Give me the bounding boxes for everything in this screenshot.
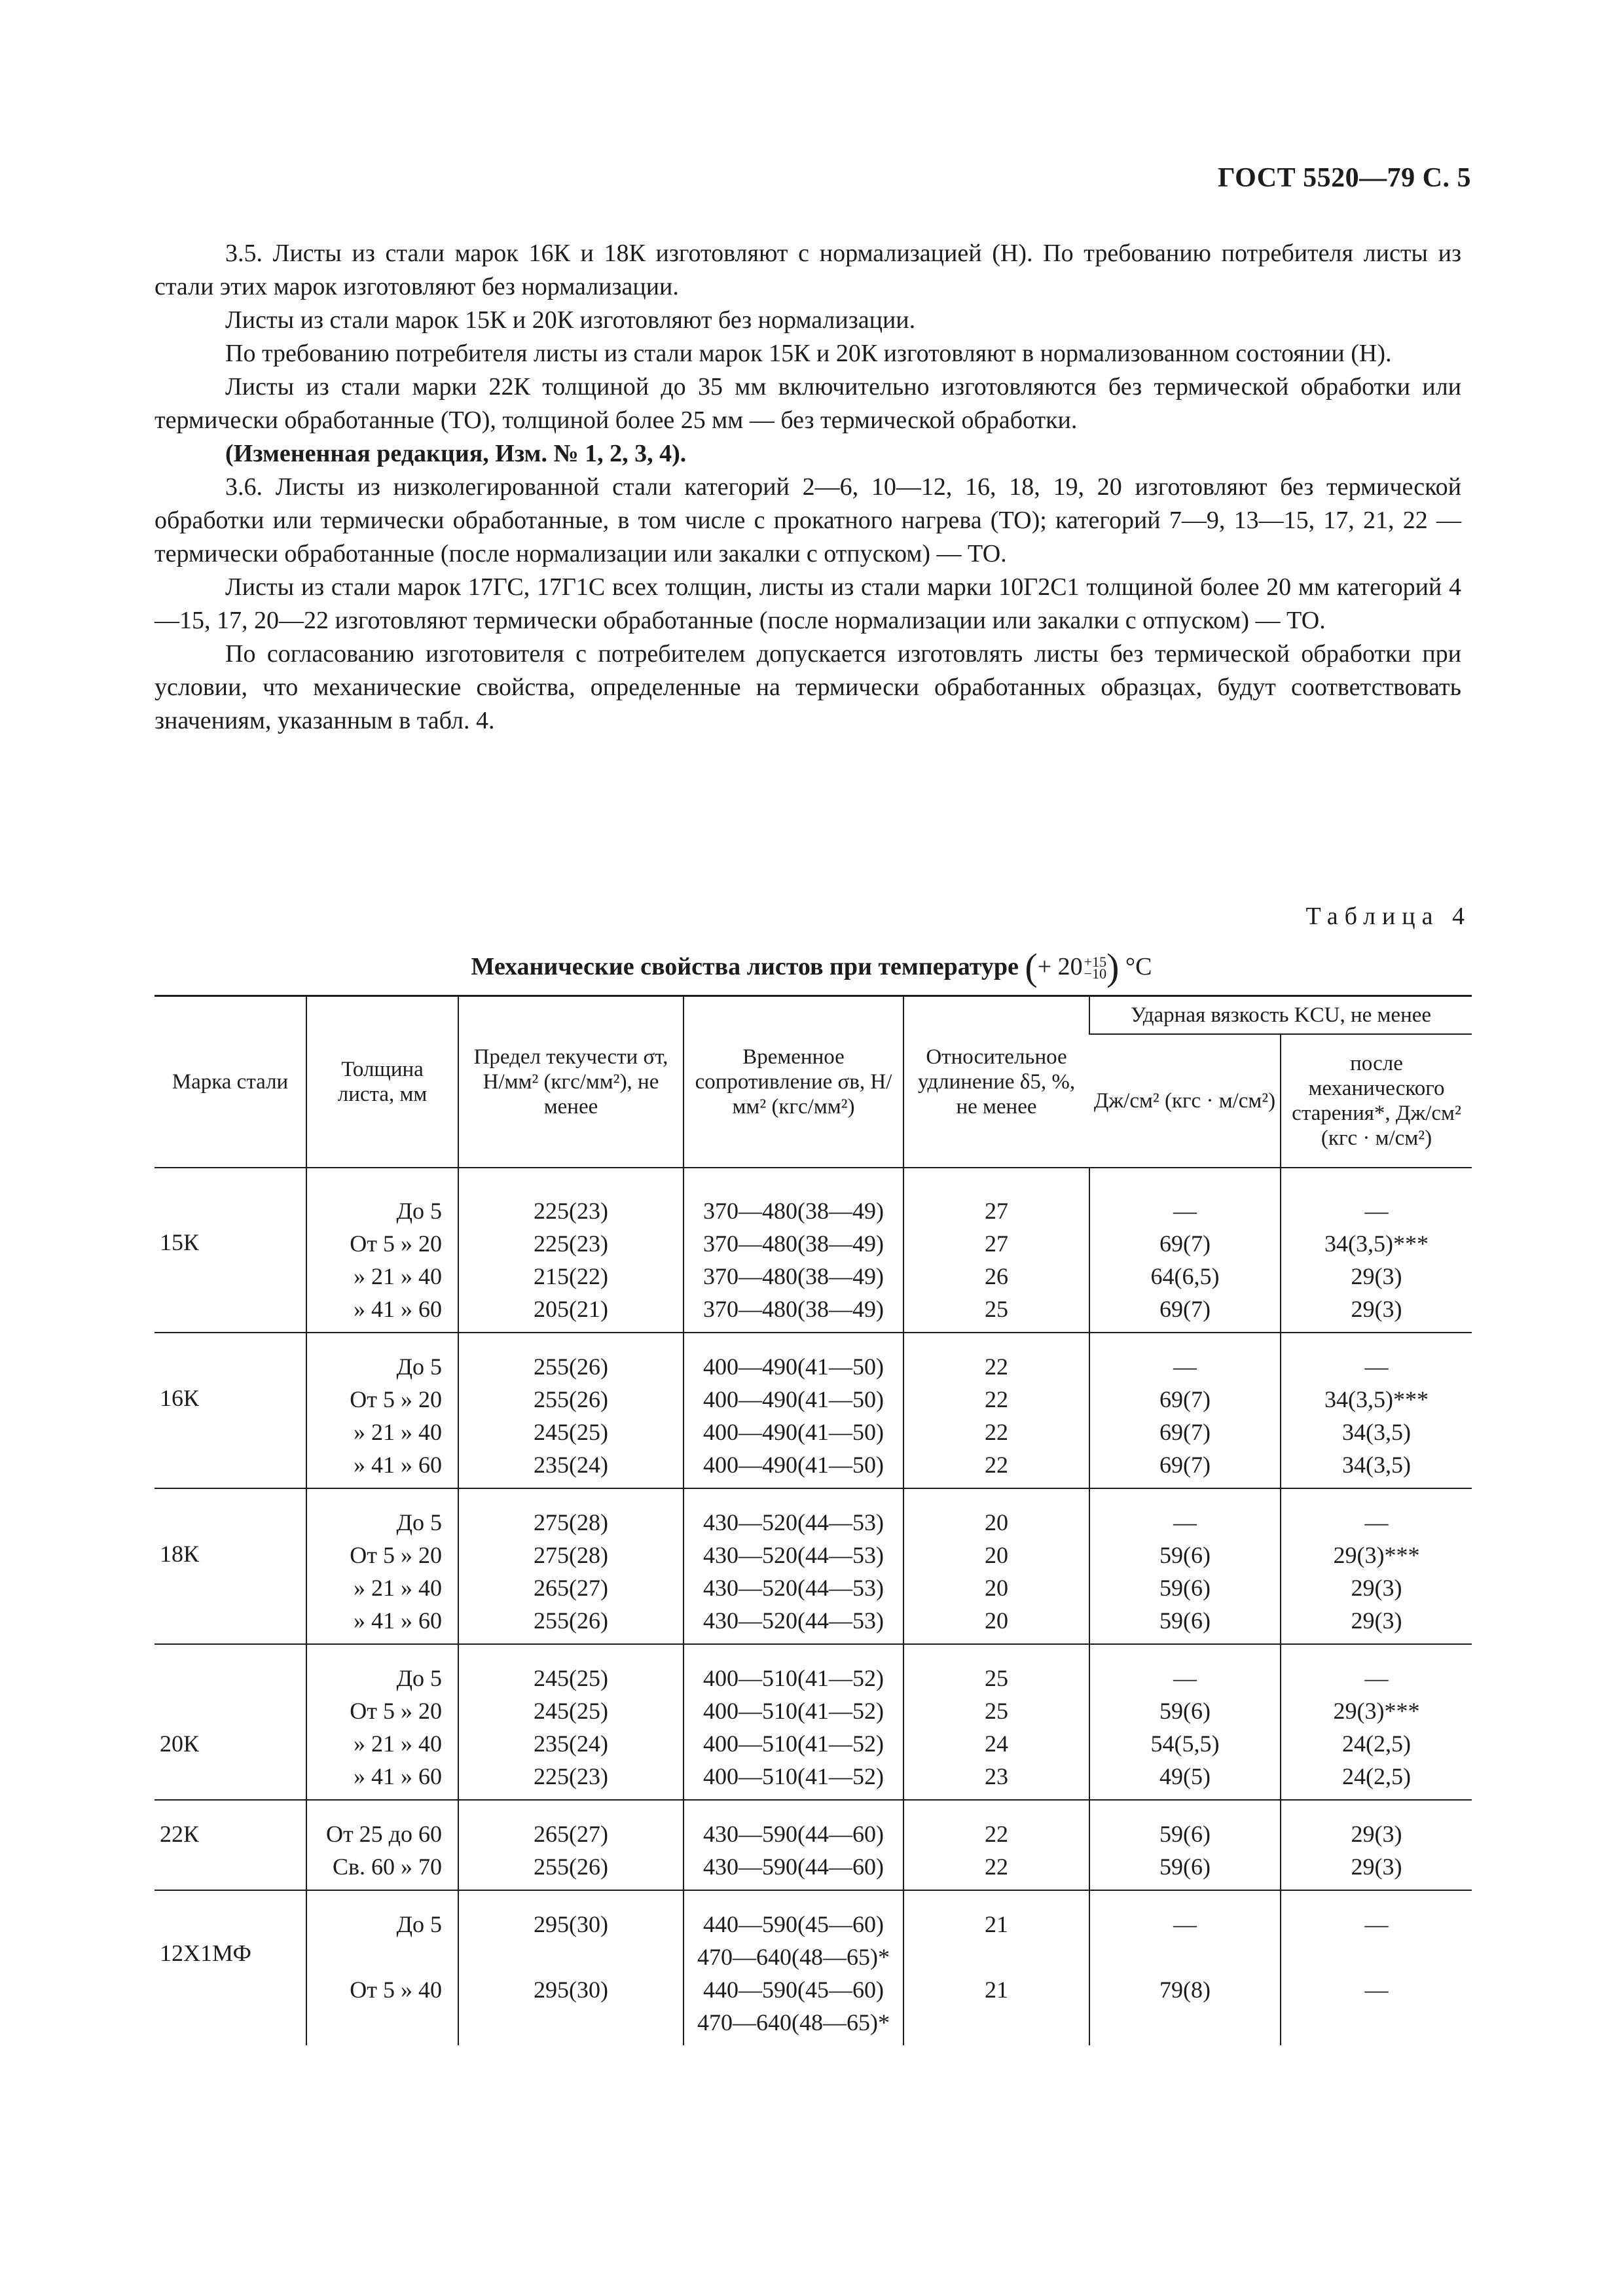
paragraph: Листы из стали марок 15К и 20К изготовляют без нормализации. (225, 306, 916, 334)
cell-value: » 41 » 60 (354, 1607, 442, 1634)
tensile-strength-cell (684, 1168, 903, 1333)
cell-value: 255(26) (534, 1854, 608, 1880)
cell-value: 29(3) (1351, 1821, 1402, 1847)
thickness-cell (306, 1890, 458, 2045)
cell-value: 245(25) (534, 1419, 608, 1445)
yield-strength-cell (458, 1800, 684, 1890)
cell-value: 20 (985, 1509, 1008, 1535)
cell-value: 23 (985, 1763, 1008, 1789)
cell-value: 34(3,5) (1342, 1419, 1411, 1445)
steel-grade: 22К (160, 1821, 200, 1847)
impact-aged-cell (1281, 1890, 1472, 2045)
cell-value: От 5 » 20 (350, 1230, 442, 1257)
cell-value: 24(2,5) (1342, 1731, 1411, 1757)
cell-value: 27 (985, 1198, 1008, 1224)
mechanical-properties-table (155, 995, 1472, 2045)
tolerance-upper: +15 (1084, 954, 1107, 970)
cell-value: 21 (985, 1911, 1008, 1937)
elongation-cell (903, 1800, 1089, 1890)
cell-value: 400—490(41—50) (703, 1419, 884, 1445)
cell-value: 235(24) (534, 1731, 608, 1757)
steel-grade: 15К (160, 1229, 200, 1255)
cell-value: 400—490(41—50) (703, 1452, 884, 1478)
table-row-group (155, 1800, 1472, 1890)
table-body (155, 1168, 1472, 2045)
cell-value: 225(23) (534, 1198, 608, 1224)
steel-grade: 16К (160, 1385, 200, 1411)
tensile-strength-cell (684, 1333, 903, 1488)
cell-value: От 5 » 20 (350, 1542, 442, 1568)
steel-grade: 20К (160, 1731, 200, 1757)
elongation-cell (903, 1333, 1089, 1488)
cell-value: До 5 (396, 1509, 442, 1535)
cell-value: Св. 60 » 70 (332, 1854, 442, 1880)
cell-value: 21 (985, 1977, 1008, 2003)
cell-value: 69(7) (1159, 1452, 1211, 1478)
temperature-base: + 20 (1037, 953, 1083, 980)
cell-value (1286, 2006, 1467, 2039)
cell-value: 215(22) (534, 1263, 608, 1289)
cell-value: 20 (985, 1607, 1008, 1634)
table-row-group (155, 1890, 1472, 2045)
impact-cell (1089, 1168, 1281, 1333)
cell-value: 400—490(41—50) (703, 1354, 884, 1380)
cell-value: 24 (985, 1731, 1008, 1757)
cell-value: 22 (985, 1386, 1008, 1412)
tensile-strength-cell (684, 1800, 903, 1890)
cell-value: » 41 » 60 (354, 1296, 442, 1322)
cell-value: 49(5) (1159, 1763, 1211, 1789)
cell-value: 235(24) (534, 1452, 608, 1478)
cell-value: 400—510(41—52) (703, 1665, 884, 1691)
cell-value: 275(28) (534, 1542, 608, 1568)
tensile-strength-cell (684, 1488, 903, 1644)
impact-cell (1089, 1333, 1281, 1488)
cell-value: 22 (985, 1354, 1008, 1380)
cell-value: 22 (985, 1419, 1008, 1445)
yield-strength-cell (458, 1333, 684, 1488)
cell-value: 29(3)*** (1333, 1542, 1420, 1568)
cell-value (464, 1941, 678, 1973)
impact-aged-cell (1281, 1168, 1472, 1333)
page-header: ГОСТ 5520—79 С. 5 (1217, 163, 1471, 193)
cell-value: 64(6,5) (1150, 1263, 1220, 1289)
table-caption: Механические свойства листов при температуре (471, 953, 1019, 980)
cell-value: 22 (985, 1854, 1008, 1880)
cell-value: До 5 (396, 1354, 442, 1380)
grade-cell (155, 1800, 306, 1890)
cell-value: От 25 до 60 (325, 1821, 442, 1847)
table-title (0, 945, 1623, 989)
cell-value: — (1364, 1198, 1389, 1224)
cell-value: 370—480(38—49) (703, 1230, 884, 1257)
cell-value: — (1364, 1509, 1389, 1535)
cell-value: 295(30) (534, 1911, 608, 1937)
cell-value: 265(27) (534, 1821, 608, 1847)
cell-value: От 5 » 20 (350, 1386, 442, 1412)
header-grade: Марка стали (155, 996, 306, 1168)
cell-value: 27 (985, 1230, 1008, 1257)
cell-value: » 21 » 40 (354, 1575, 442, 1601)
elongation-cell (903, 1488, 1089, 1644)
thickness-cell (306, 1333, 458, 1488)
cell-value: До 5 (396, 1911, 442, 1937)
paragraph: По требованию потребителя листы из стали марок 15К и 20К изготовляют в нормализованном состоянии (Н). (225, 340, 1392, 367)
paragraph: Листы из стали марки 22К толщиной до 35 мм включительно изготовляются без термической обработки или термически обработанные (ТО), толщиной более 25 мм — без термической обработки. (155, 373, 1461, 434)
tensile-strength-cell (684, 1644, 903, 1800)
cell-value: 29(3) (1351, 1607, 1402, 1634)
grade-cell (155, 1644, 306, 1800)
paragraph: 3.5. Листы из стали марок 16К и 18К изготовляют с нормализацией (Н). По требованию потребителя листы из стали этих марок изготовляют без нормализации. (155, 240, 1461, 300)
cell-value: От 5 » 20 (350, 1698, 442, 1724)
cell-value: 440—590(45—60) (703, 1911, 884, 1937)
cell-value: 25 (985, 1296, 1008, 1322)
cell-value: 25 (985, 1665, 1008, 1691)
cell-value: » 21 » 40 (354, 1731, 442, 1757)
cell-value: — (1364, 1354, 1389, 1380)
thickness-cell (306, 1168, 458, 1333)
cell-value: 69(7) (1159, 1419, 1211, 1445)
cell-value: До 5 (396, 1665, 442, 1691)
grade-cell (155, 1333, 306, 1488)
cell-value: 430—520(44—53) (703, 1607, 884, 1634)
cell-value: — (1173, 1354, 1197, 1380)
cell-value: 34(3,5)*** (1324, 1386, 1429, 1412)
temperature-tolerance (1084, 956, 1106, 980)
yield-strength-cell (458, 1890, 684, 2045)
elongation-cell (903, 1168, 1089, 1333)
cell-value: 69(7) (1159, 1296, 1211, 1322)
header-elongation: Относительное удлинение δ5, %, не менее (903, 996, 1089, 1168)
cell-value: 205(21) (534, 1296, 608, 1322)
table-row-group (155, 1644, 1472, 1800)
cell-value: » 21 » 40 (354, 1263, 442, 1289)
temperature-expression: (+ 20 +15 −10 ) °C (1025, 946, 1152, 988)
header-impact-aged: после механического старения*, Дж/см² (кгс · м/см²) (1281, 1034, 1472, 1168)
cell-value: 245(25) (534, 1665, 608, 1691)
cell-value (312, 2006, 442, 2039)
elongation-cell (903, 1890, 1089, 2045)
cell-value: 370—480(38—49) (703, 1198, 884, 1224)
cell-value: 69(7) (1159, 1230, 1211, 1257)
cell-value: 370—480(38—49) (703, 1263, 884, 1289)
cell-value: 295(30) (534, 1977, 608, 2003)
tolerance-lower: −10 (1084, 965, 1107, 982)
cell-value: 54(5,5) (1150, 1731, 1220, 1757)
impact-aged-cell (1281, 1488, 1472, 1644)
cell-value: 25 (985, 1698, 1008, 1724)
cell-value: 470—640(48—65)* (697, 1944, 890, 1970)
cell-value: 20 (985, 1575, 1008, 1601)
impact-cell (1089, 1890, 1281, 2045)
cell-value: 59(6) (1159, 1698, 1211, 1724)
table-row-group (155, 1333, 1472, 1488)
body-text (155, 237, 1461, 738)
table-label: Таблица 4 (1305, 903, 1471, 930)
cell-value: От 5 » 40 (350, 1977, 442, 2003)
cell-value: 370—480(38—49) (703, 1296, 884, 1322)
cell-value: 79(8) (1159, 1977, 1211, 2003)
cell-value: 59(6) (1159, 1575, 1211, 1601)
cell-value: » 41 » 60 (354, 1763, 442, 1789)
impact-cell (1089, 1488, 1281, 1644)
cell-value: 430—590(44—60) (703, 1821, 884, 1847)
cell-value: 255(26) (534, 1354, 608, 1380)
cell-value: 59(6) (1159, 1821, 1211, 1847)
yield-strength-cell (458, 1488, 684, 1644)
cell-value: 34(3,5)*** (1324, 1230, 1429, 1257)
cell-value: 20 (985, 1542, 1008, 1568)
cell-value: 470—640(48—65)* (697, 2009, 890, 2036)
steel-grade: 18К (160, 1541, 200, 1567)
paragraph: 3.6. Листы из низколегированной стали категорий 2—6, 10—12, 16, 18, 19, 20 изготовляют без термической обработки или термически обработанные, в том числе с прокатного нагрева (ТО); категорий 7—9, 13—15, 17, 21, 22 — термически обработанные (после нормализации или закалки с отпуском) — ТО. (155, 473, 1461, 567)
grade-cell (155, 1488, 306, 1644)
thickness-cell (306, 1800, 458, 1890)
cell-value: 22 (985, 1452, 1008, 1478)
table-row-group (155, 1168, 1472, 1333)
header-impact: Дж/см² (кгс · м/см²) (1089, 1034, 1281, 1168)
cell-value: 275(28) (534, 1509, 608, 1535)
cell-value: — (1364, 1977, 1389, 2003)
impact-cell (1089, 1800, 1281, 1890)
impact-cell (1089, 1644, 1281, 1800)
cell-value: 29(3) (1351, 1296, 1402, 1322)
cell-value: 400—510(41—52) (703, 1698, 884, 1724)
cell-value: 24(2,5) (1342, 1763, 1411, 1789)
cell-value (1286, 1941, 1467, 1973)
cell-value: — (1173, 1198, 1197, 1224)
cell-value: — (1364, 1665, 1389, 1691)
paragraph: По согласованию изготовителя с потребителем допускается изготовлять листы без термической обработки при условии, что механические свойства, определенные на термически обработанных образцах, будут соответствовать значениям, указанным в табл. 4. (155, 640, 1461, 734)
cell-value: — (1364, 1911, 1389, 1937)
cell-value: — (1173, 1509, 1197, 1535)
grade-cell (155, 1890, 306, 2045)
cell-value: 400—510(41—52) (703, 1731, 884, 1757)
steel-grade: 12Х1МФ (160, 1940, 251, 1966)
cell-value (1095, 2006, 1275, 2039)
cell-value: 59(6) (1159, 1854, 1211, 1880)
cell-value: 225(23) (534, 1230, 608, 1257)
paragraph: Листы из стали марок 17ГС, 17Г1С всех толщин, листы из стали марки 10Г2С1 толщиной более 20 мм категорий 4—15, 17, 20—22 изготовляют термически обработанные (после нормализации или закалки с отпуском) — ТО. (155, 573, 1461, 634)
header-tensile-strength: Временное сопротивление σв, Н/мм² (кгс/мм²) (684, 996, 903, 1168)
elongation-cell (903, 1644, 1089, 1800)
cell-value (464, 2006, 678, 2039)
yield-strength-cell (458, 1168, 684, 1333)
cell-value (312, 1941, 442, 1973)
header-thickness: Толщина листа, мм (306, 996, 458, 1168)
cell-value: 29(3)*** (1333, 1698, 1420, 1724)
header-yield-strength: Предел текучести σт, Н/мм² (кгс/мм²), не менее (458, 996, 684, 1168)
cell-value: 430—520(44—53) (703, 1509, 884, 1535)
cell-value: 29(3) (1351, 1854, 1402, 1880)
cell-value: 225(23) (534, 1763, 608, 1789)
cell-value (909, 2006, 1084, 2039)
thickness-cell (306, 1644, 458, 1800)
cell-value: 69(7) (1159, 1386, 1211, 1412)
impact-aged-cell (1281, 1333, 1472, 1488)
cell-value: 29(3) (1351, 1575, 1402, 1601)
cell-value: До 5 (396, 1198, 442, 1224)
cell-value: 29(3) (1351, 1263, 1402, 1289)
impact-aged-cell (1281, 1800, 1472, 1890)
cell-value: 400—490(41—50) (703, 1386, 884, 1412)
cell-value (909, 1941, 1084, 1973)
cell-value: 255(26) (534, 1607, 608, 1634)
cell-value: 400—510(41—52) (703, 1763, 884, 1789)
cell-value: 430—520(44—53) (703, 1575, 884, 1601)
cell-value: 59(6) (1159, 1542, 1211, 1568)
temperature-unit: °C (1125, 953, 1152, 980)
cell-value: 440—590(45—60) (703, 1977, 884, 2003)
cell-value: 22 (985, 1821, 1008, 1847)
cell-value: 26 (985, 1263, 1008, 1289)
cell-value: 255(26) (534, 1386, 608, 1412)
cell-value: 430—590(44—60) (703, 1854, 884, 1880)
cell-value (1095, 1941, 1275, 1973)
impact-aged-cell (1281, 1644, 1472, 1800)
grade-cell (155, 1168, 306, 1333)
cell-value: — (1173, 1665, 1197, 1691)
tensile-strength-cell (684, 1890, 903, 2045)
cell-value: 265(27) (534, 1575, 608, 1601)
cell-value: 59(6) (1159, 1607, 1211, 1634)
paragraph: (Измененная редакция, Изм. № 1, 2, 3, 4). (225, 440, 687, 467)
table-row-group (155, 1488, 1472, 1644)
cell-value: 34(3,5) (1342, 1452, 1411, 1478)
thickness-cell (306, 1488, 458, 1644)
cell-value: — (1173, 1911, 1197, 1937)
cell-value: 430—520(44—53) (703, 1542, 884, 1568)
header-impact-group: Ударная вязкость KCU, не менее (1089, 996, 1472, 1035)
yield-strength-cell (458, 1644, 684, 1800)
cell-value: 245(25) (534, 1698, 608, 1724)
cell-value: » 41 » 60 (354, 1452, 442, 1478)
cell-value: » 21 » 40 (354, 1419, 442, 1445)
